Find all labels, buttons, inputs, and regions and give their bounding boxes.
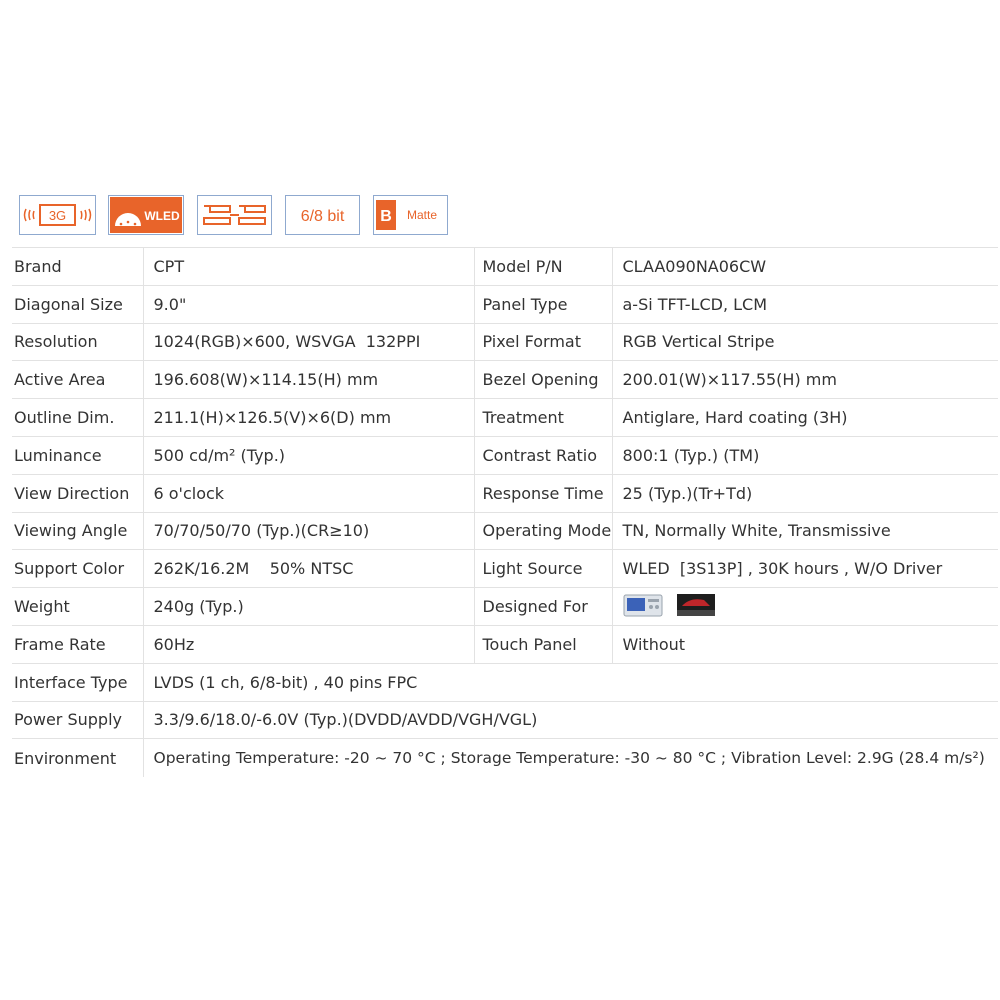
lvds-interface-icon: [197, 195, 272, 235]
table-row: [12, 323, 998, 361]
table-row: [12, 550, 998, 588]
matte-surface-icon: [373, 195, 448, 235]
badge-bit-label: 6/8 bit: [300, 208, 345, 225]
wled-backlight-icon: [108, 195, 184, 235]
spec-value: 800:1 (Typ.) (TM): [612, 436, 998, 474]
table-row: [12, 739, 998, 777]
table-row: [12, 285, 998, 323]
table-row: [12, 588, 998, 626]
spec-table: [12, 247, 998, 777]
spec-value: 1024(RGB)×600, WSVGA 132PPI: [143, 323, 474, 361]
spec-label: Luminance: [12, 436, 143, 474]
spec-label: Active Area: [12, 361, 143, 399]
table-row: [12, 701, 998, 739]
spec-value: 196.608(W)×114.15(H) mm: [143, 361, 474, 399]
spec-value: 3.3/9.6/18.0/-6.0V (Typ.)(DVDD/AVDD/VGH/VGL): [143, 701, 998, 739]
table-row: [12, 474, 998, 512]
spec-label: Designed For: [474, 588, 612, 626]
spec-label: Model P/N: [474, 248, 612, 286]
spec-label: Outline Dim.: [12, 399, 143, 437]
table-row: [12, 625, 998, 663]
spec-label: View Direction: [12, 474, 143, 512]
spec-value: Without: [612, 625, 998, 663]
spec-value: Operating Temperature: -20 ~ 70 °C ; Storage Temperature: -30 ~ 80 °C ; Vibration Level: 2.9G (28.4 m/s²): [143, 739, 998, 777]
spec-label: Response Time: [474, 474, 612, 512]
spec-value: RGB Vertical Stripe: [612, 323, 998, 361]
badge-matte-label: Matte: [406, 208, 438, 222]
spec-label: Bezel Opening: [474, 361, 612, 399]
car-dvd-player-icon: [676, 592, 716, 622]
table-row: [12, 248, 998, 286]
spec-label: Treatment: [474, 399, 612, 437]
spec-value: WLED [3S13P] , 30K hours , W/O Driver: [612, 550, 998, 588]
spec-value: 9.0": [143, 285, 474, 323]
table-row: [12, 399, 998, 437]
spec-label: Panel Type: [474, 285, 612, 323]
spec-label: Power Supply: [12, 701, 143, 739]
spec-value: Antiglare, Hard coating (3H): [612, 399, 998, 437]
color-depth-icon: [285, 195, 360, 235]
spec-value: a-Si TFT-LCD, LCM: [612, 285, 998, 323]
3g-signal-icon: [19, 195, 96, 235]
spec-label: Weight: [12, 588, 143, 626]
spec-value: 211.1(H)×126.5(V)×6(D) mm: [143, 399, 474, 437]
spec-value: 262K/16.2M 50% NTSC: [143, 550, 474, 588]
spec-value: 200.01(W)×117.55(H) mm: [612, 361, 998, 399]
svg-text:B: B: [380, 208, 392, 225]
spec-value: 6 o'clock: [143, 474, 474, 512]
badge-3g-label: 3G: [48, 208, 67, 223]
spec-value: 25 (Typ.)(Tr+Td): [612, 474, 998, 512]
spec-value: CLAA090NA06CW: [612, 248, 998, 286]
spec-label: Light Source: [474, 550, 612, 588]
spec-label: Pixel Format: [474, 323, 612, 361]
spec-label: Frame Rate: [12, 625, 143, 663]
spec-label: Interface Type: [12, 663, 143, 701]
spec-label: Viewing Angle: [12, 512, 143, 550]
spec-value: CPT: [143, 248, 474, 286]
spec-value: LVDS (1 ch, 6/8-bit) , 40 pins FPC: [143, 663, 998, 701]
spec-label: Support Color: [12, 550, 143, 588]
spec-value: 70/70/50/70 (Typ.)(CR≥10): [143, 512, 474, 550]
table-row: [12, 663, 998, 701]
spec-label: Resolution: [12, 323, 143, 361]
test-instrument-icon: [623, 592, 663, 622]
spec-value: TN, Normally White, Transmissive: [612, 512, 998, 550]
badge-wled-label: WLED: [144, 209, 180, 223]
spec-value: 500 cd/m² (Typ.): [143, 436, 474, 474]
table-row: [12, 436, 998, 474]
designed-for-icons: [612, 588, 998, 626]
spec-label: Contrast Ratio: [474, 436, 612, 474]
spec-label: Operating Mode: [474, 512, 612, 550]
spec-label: Diagonal Size: [12, 285, 143, 323]
table-row: [12, 512, 998, 550]
spec-value: 240g (Typ.): [143, 588, 474, 626]
spec-value: 60Hz: [143, 625, 474, 663]
spec-label: Brand: [12, 248, 143, 286]
spec-label: Touch Panel: [474, 625, 612, 663]
table-row: [12, 361, 998, 399]
spec-label: Environment: [14, 748, 117, 768]
